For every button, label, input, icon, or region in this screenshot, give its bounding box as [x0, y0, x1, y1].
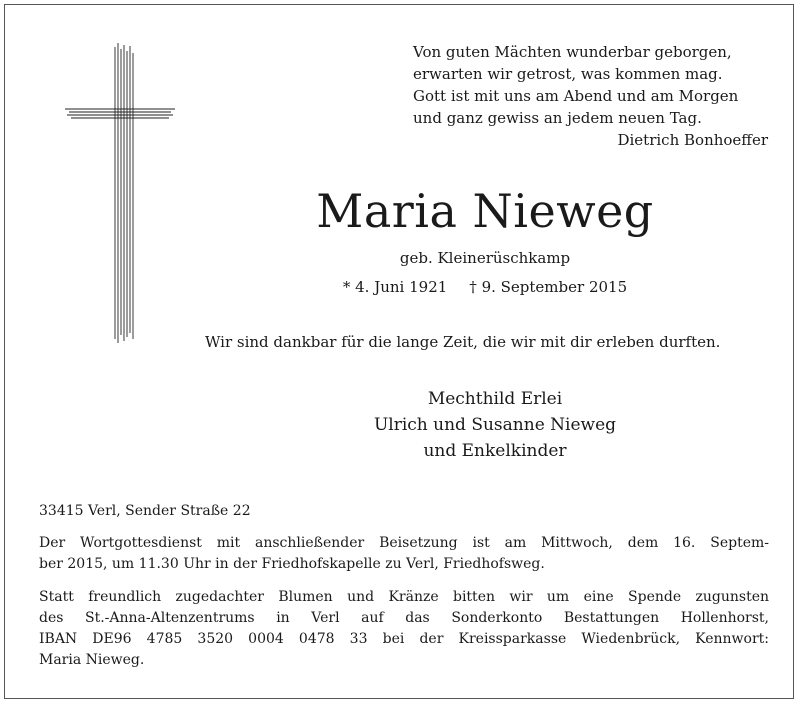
poem-line: Gott ist mit uns am Abend und am Morgen [413, 87, 739, 105]
donation-line: des St.-Anna-Altenzentrums in Verl auf das Sonderkonto Bestattungen Hollenhorst, [39, 610, 769, 626]
poem-line: und ganz gewiss an jedem neuen Tag. [413, 109, 702, 127]
address: 33415 Verl, Sender Straße 22 [39, 503, 251, 519]
service-paragraph [39, 533, 769, 575]
mourner: und Enkelkinder [423, 441, 567, 461]
maiden-name: geb. Kleinerüschkamp [399, 249, 571, 267]
poem [413, 41, 768, 151]
life-dates [305, 276, 665, 298]
birth-date: * 4. Juni 1921 [342, 278, 448, 296]
death-date: † 9. September 2015 [469, 278, 628, 296]
mourner: Ulrich und Susanne Nieweg [373, 415, 617, 435]
cross-icon [65, 43, 175, 343]
mourners [335, 386, 655, 464]
service-line: ber 2015, um 11.30 Uhr in der Friedhofskapelle zu Verl, Friedhofsweg. [39, 556, 545, 572]
poem-line: Von guten Mächten wunderbar geborgen, [413, 43, 732, 61]
poem-author: Dietrich Bonhoeffer [617, 131, 768, 149]
donation-line: IBAN DE96 4785 3520 0004 0478 33 bei der Kreissparkasse Wiedenbrück, Kennwort: [39, 631, 769, 647]
donation-line: Statt freundlich zugedachter Blumen und Kränze bitten wir um eine Spende zugunsten [39, 589, 769, 605]
poem-line: erwarten wir getrost, was kommen mag. [413, 65, 723, 83]
thanks-text: Wir sind dankbar für die lange Zeit, die wir mit dir erleben durften. [205, 333, 721, 351]
deceased-name: Maria Nieweg [316, 184, 654, 238]
notice-frame [4, 4, 794, 699]
donation-paragraph [39, 587, 769, 671]
service-line: Der Wortgottesdienst mit anschließender Beisetzung ist am Mittwoch, dem 16. Septem- [39, 535, 769, 551]
mourner: Mechthild Erlei [427, 389, 563, 409]
donation-line: Maria Nieweg. [39, 652, 145, 668]
